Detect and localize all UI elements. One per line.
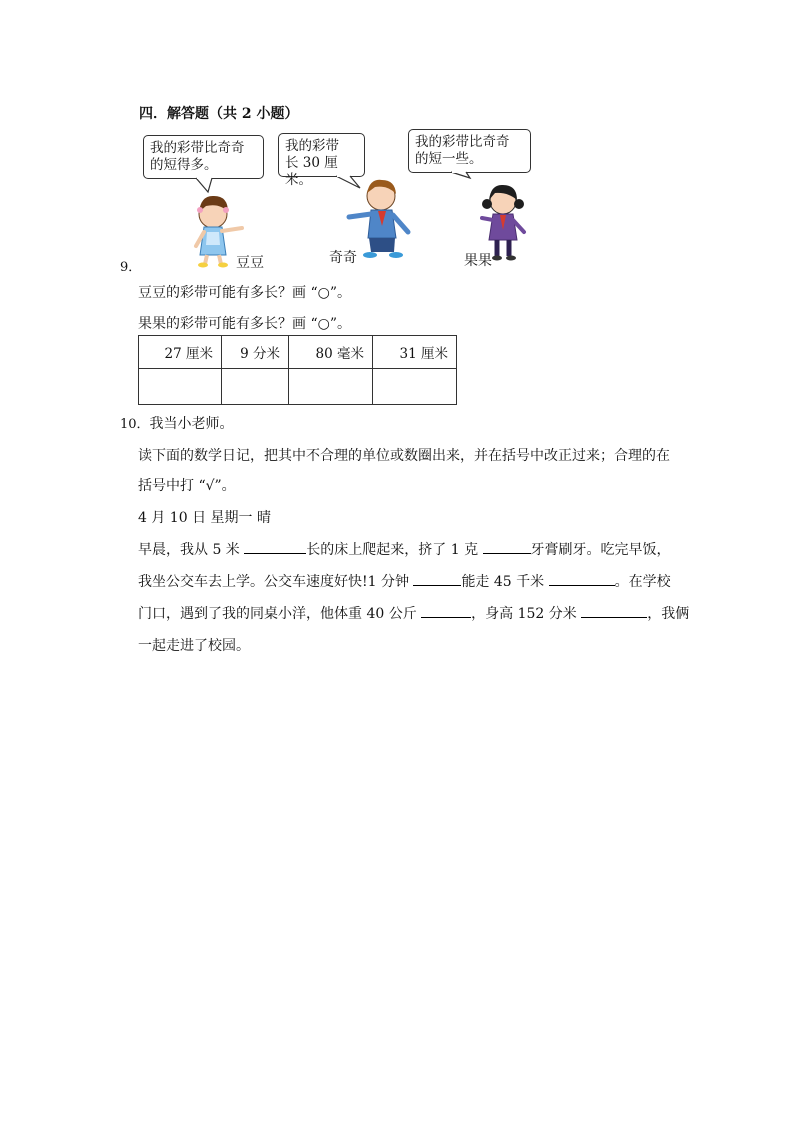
name-qiqi: 奇奇 — [329, 250, 357, 266]
diary-line-1 — [138, 539, 671, 559]
diary-text: ，我俩 — [647, 606, 690, 622]
bubble-line: 我的彩带比奇奇 — [415, 134, 510, 150]
answer-blank[interactable] — [421, 603, 471, 618]
diary-line-3 — [138, 603, 689, 623]
length-options-table — [138, 335, 457, 405]
diary-date: 4 月 10 日 星期一 晴 — [138, 510, 271, 526]
diary-text: 。在学校 — [614, 574, 671, 590]
answer-blank[interactable] — [413, 571, 461, 586]
section-title: 四．解答题（共 2 小题） — [139, 106, 299, 122]
question-9a: 豆豆的彩带可能有多长？画 “○”。 — [138, 285, 351, 301]
answer-cell[interactable] — [289, 369, 373, 405]
bubble-line: 我的彩带 — [285, 138, 339, 154]
answer-cell[interactable] — [139, 369, 222, 405]
answer-blank[interactable] — [549, 571, 615, 586]
table-cell: 9 分米 — [222, 336, 289, 369]
bubble-tail — [196, 172, 470, 192]
question-9-number: 9． — [120, 260, 142, 275]
diary-text: 早晨，我从 5 米 — [138, 542, 245, 558]
bubble-line: 长 30 厘米。 — [285, 155, 338, 188]
question-10-title: 我当小老师。 — [149, 416, 234, 432]
diary-line-2 — [138, 571, 671, 591]
name-guoguo: 果果 — [464, 253, 492, 269]
question-10-number: 10． — [120, 417, 150, 432]
answer-blank[interactable] — [581, 603, 647, 618]
answer-blank[interactable] — [244, 539, 306, 554]
bubble-line: 的短得多。 — [150, 157, 218, 173]
diary-text: ，身高 152 分米 — [471, 606, 582, 622]
diary-line-4: 一起走进了校园。 — [138, 638, 250, 654]
answer-blank[interactable] — [483, 539, 531, 554]
name-doudou: 豆豆 — [236, 255, 264, 271]
table-cell: 31 厘米 — [373, 336, 457, 369]
table-row — [139, 369, 457, 405]
table-cell: 80 毫米 — [289, 336, 373, 369]
question-10-heading — [120, 413, 234, 433]
bubble-line: 我的彩带比奇奇 — [150, 140, 245, 156]
table-cell: 27 厘米 — [139, 336, 222, 369]
bubble-line: 的短一些。 — [415, 151, 483, 167]
question-9b: 果果的彩带可能有多长？画 “○”。 — [138, 316, 351, 332]
illustration — [0, 0, 794, 280]
diary-text: 门口，遇到了我的同桌小洋，他体重 40 公斤 — [138, 606, 422, 622]
instruction-line-2: 括号中打 “√”。 — [138, 478, 236, 494]
answer-cell[interactable] — [373, 369, 457, 405]
diary-text: 能走 45 千米 — [461, 574, 549, 590]
table-row — [139, 336, 457, 369]
qiqi-figure — [349, 180, 408, 258]
diary-text: 牙膏刷牙。吃完早饭， — [530, 542, 671, 558]
diary-text: 长的床上爬起来，挤了 1 克 — [306, 542, 483, 558]
instruction-line-1: 读下面的数学日记，把其中不合理的单位或数圈出来，并在括号中改正过来；合理的在 — [138, 448, 670, 464]
diary-text: 我坐公交车去上学。公交车速度好快!1 分钟 — [138, 574, 414, 590]
answer-cell[interactable] — [222, 369, 289, 405]
